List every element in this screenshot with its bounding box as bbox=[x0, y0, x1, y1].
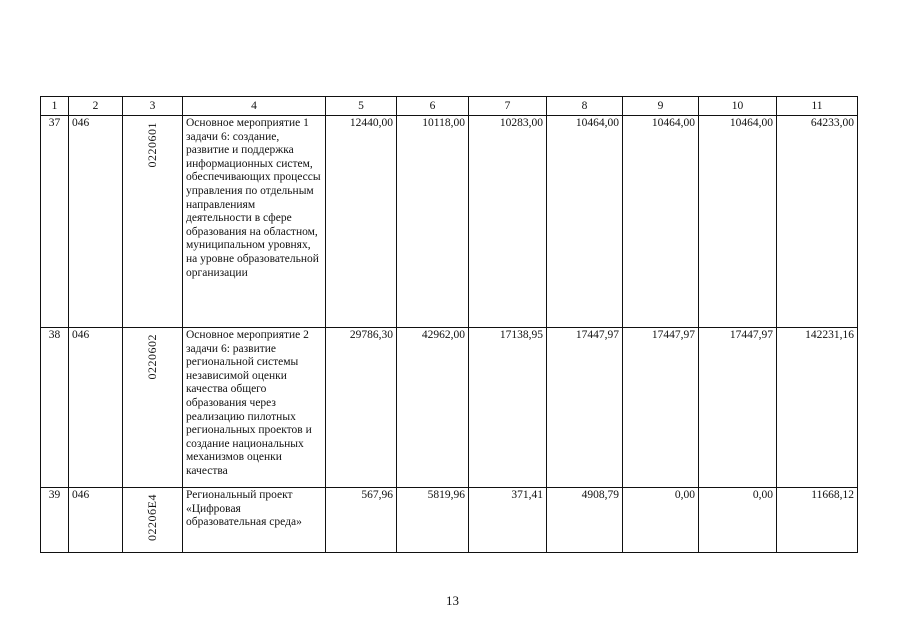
column-number-3: 3 bbox=[123, 97, 183, 116]
department-code: 046 bbox=[69, 116, 123, 328]
table-row bbox=[41, 488, 858, 553]
header-row bbox=[41, 97, 858, 116]
value-col-10: 10464,00 bbox=[699, 116, 777, 328]
classification-code: 0220602 bbox=[144, 334, 159, 380]
value-col-8: 4908,79 bbox=[547, 488, 623, 553]
column-number-2: 2 bbox=[69, 97, 123, 116]
classification-code: 0220601 bbox=[144, 122, 159, 168]
column-number-5: 5 bbox=[326, 97, 397, 116]
column-number-7: 7 bbox=[469, 97, 547, 116]
value-col-6: 10118,00 bbox=[397, 116, 469, 328]
column-number-4: 4 bbox=[183, 97, 326, 116]
value-col-5: 12440,00 bbox=[326, 116, 397, 328]
value-col-7: 371,41 bbox=[469, 488, 547, 553]
value-col-11: 11668,12 bbox=[777, 488, 858, 553]
classification-code: 0220бЕ4 bbox=[144, 494, 159, 541]
row-number: 37 bbox=[41, 116, 69, 328]
column-number-8: 8 bbox=[547, 97, 623, 116]
value-col-8: 17447,97 bbox=[547, 328, 623, 488]
column-number-6: 6 bbox=[397, 97, 469, 116]
value-col-10: 0,00 bbox=[699, 488, 777, 553]
column-number-9: 9 bbox=[623, 97, 699, 116]
activity-description: Основное мероприятие 2 задачи 6: развитие региональной системы независимой оценки качества общего образования через реализацию пилотных региональных проектов и создание национальных механизмов оценки качества bbox=[183, 328, 326, 488]
column-number-1: 1 bbox=[41, 97, 69, 116]
value-col-11: 142231,16 bbox=[777, 328, 858, 488]
value-col-10: 17447,97 bbox=[699, 328, 777, 488]
value-col-11: 64233,00 bbox=[777, 116, 858, 328]
value-col-7: 17138,95 bbox=[469, 328, 547, 488]
row-number: 38 bbox=[41, 328, 69, 488]
classification-code-cell bbox=[123, 328, 183, 488]
value-col-5: 567,96 bbox=[326, 488, 397, 553]
table-row bbox=[41, 116, 858, 328]
activity-description: Основное мероприятие 1 задачи 6: создание, развитие и поддержка информационных систем, обеспечивающих процессы управления по отдельным направлениям деятельности в сфере образования на областном, муниципальном уровнях, на уровне образовательной организации bbox=[183, 116, 326, 328]
value-col-6: 42962,00 bbox=[397, 328, 469, 488]
value-col-5: 29786,30 bbox=[326, 328, 397, 488]
department-code: 046 bbox=[69, 488, 123, 553]
classification-code-cell bbox=[123, 488, 183, 553]
department-code: 046 bbox=[69, 328, 123, 488]
value-col-8: 10464,00 bbox=[547, 116, 623, 328]
value-col-6: 5819,96 bbox=[397, 488, 469, 553]
table-row bbox=[41, 328, 858, 488]
value-col-9: 0,00 bbox=[623, 488, 699, 553]
value-col-9: 17447,97 bbox=[623, 328, 699, 488]
value-col-9: 10464,00 bbox=[623, 116, 699, 328]
column-number-10: 10 bbox=[699, 97, 777, 116]
classification-code-cell bbox=[123, 116, 183, 328]
value-col-7: 10283,00 bbox=[469, 116, 547, 328]
budget-table bbox=[40, 96, 858, 553]
column-number-11: 11 bbox=[777, 97, 858, 116]
page-number: 13 bbox=[446, 593, 459, 608]
row-number: 39 bbox=[41, 488, 69, 553]
activity-description: Региональный проект «Цифровая образовательная среда» bbox=[183, 488, 326, 553]
